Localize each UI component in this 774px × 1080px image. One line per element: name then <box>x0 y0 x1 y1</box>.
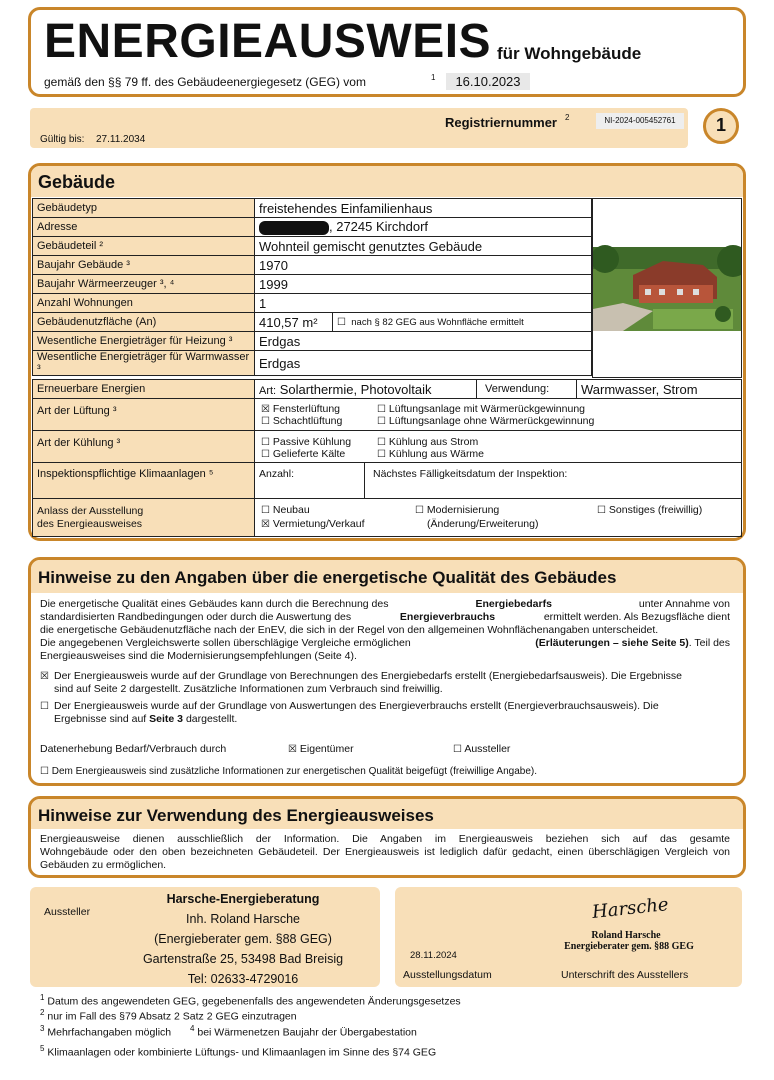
ventilation-opt3-checkbox[interactable]: ☐ <box>377 403 386 415</box>
footnote-1-text: Datum des angewendeten GEG, gegebenenfalls des angewendeten Änderungsgesetzes <box>47 995 461 1008</box>
hints-p1-a: Die energetische Qualität eines Gebäudes kann durch die Berechnung des <box>40 598 389 610</box>
systems-table <box>32 398 742 537</box>
row-label-dwellings: Anzahl Wohnungen <box>33 294 255 313</box>
signature-role: Energieberater gem. §88 GEG <box>564 941 694 952</box>
hints-p1-i: (Erläuterungen – siehe Seite 5) <box>535 637 689 649</box>
row-label-heater-year: Baujahr Wärmeerzeuger ³, ⁴ <box>33 275 255 294</box>
building-title-bar <box>31 166 743 197</box>
reason-sonst-label: Sonstiges (freiwillig) <box>608 503 703 516</box>
cooling-opt4-checkbox[interactable]: ☐ <box>377 448 386 460</box>
issue-date-label: Ausstellungsdatum <box>403 969 492 981</box>
issuer-role: (Energieberater gem. §88 GEG) <box>154 932 332 946</box>
cooling-opt1-checkbox[interactable]: ☐ <box>261 436 270 448</box>
ventilation-label: Art der Lüftung ³ <box>33 399 255 431</box>
address-cell <box>255 218 592 237</box>
cooling-opt4-label: Kühlung aus Wärme <box>388 447 485 460</box>
renewable-art-value: Solarthermie, Photovoltaik <box>279 381 432 397</box>
footnote-5-text: Klimaanlagen oder kombinierte Lüftungs- und Klimaanlagen im Sinne des §74 GEG <box>47 1046 437 1059</box>
signature-script: Harsche <box>591 894 670 923</box>
page-number: 1 <box>715 115 726 135</box>
cooling-opt2-checkbox[interactable]: ☐ <box>261 448 270 460</box>
building-photo-image <box>593 199 741 377</box>
usage-title: Hinweise zur Verwendung des Energieausweises <box>38 806 434 825</box>
ventilation-opt4-label: Lüftungsanlage ohne Wärmerückgewinnung <box>388 414 595 427</box>
ventilation-opt2[interactable] <box>261 415 342 428</box>
water-carrier-value: Erdgas <box>255 351 592 376</box>
cooling-opt3-label: Kühlung aus Strom <box>388 435 479 448</box>
data-opt-issuer[interactable] <box>453 743 510 755</box>
renewable-art-label: Art: <box>259 384 277 397</box>
cooling-opt2-label: Gelieferte Kälte <box>272 447 346 460</box>
reason-opt-sonstiges[interactable] <box>597 504 702 516</box>
area-note: nach § 82 GEG aus Wohnfläche ermittelt <box>351 316 524 328</box>
row-label-address: Adresse <box>33 218 255 237</box>
reason-options <box>255 499 742 537</box>
hints-p1-h: Die angegebenen Vergleichswerte sollen überschlägige Vergleiche ermöglichen <box>40 637 411 649</box>
dwellings-value: 1 <box>255 294 592 313</box>
footnote-4: $^4$ bei Wärmenetzen Baujahr der Übergabestation <box>190 1024 417 1039</box>
ventilation-options <box>255 399 742 431</box>
cooling-opt1-label: Passive Kühlung <box>272 435 352 448</box>
reason-mod-label: Modernisierung <box>426 503 500 516</box>
address-redaction <box>259 221 329 235</box>
usage-line1: Energieausweise dienen ausschließlich der Information. Die Angaben im Energieausweis beziehen sich auf das gesamte <box>40 833 730 845</box>
reason-neubau-checkbox[interactable]: ☐ <box>261 504 270 516</box>
ventilation-opt4[interactable] <box>377 415 594 428</box>
footnote-3-text: Mehrfachangaben möglich <box>47 1026 172 1039</box>
hints-p1-j: . Teil des <box>688 637 730 649</box>
extra-info-checkbox[interactable]: ☐ <box>40 766 49 777</box>
cooling-opt3-checkbox[interactable]: ☐ <box>377 436 386 448</box>
usable-area-value: 410,57 m² <box>255 313 333 332</box>
issuer-owner: Inh. Roland Harsche <box>186 912 300 926</box>
document-title: ENERGIEAUSWEIS <box>44 15 492 68</box>
row-label-heating-carrier: Wesentliche Energieträger für Heizung ³ <box>33 332 255 351</box>
row-label-construction-year: Baujahr Gebäude ³ <box>33 256 255 275</box>
reason-vermietung-label: Vermietung/Verkauf <box>272 517 365 530</box>
footnote-3: $^3$ Mehrfachangaben möglich <box>40 1024 172 1039</box>
footnote-2: $^2$ nur im Fall des §79 Absatz 2 Satz 2 GEG einzutragen <box>40 1008 297 1023</box>
data-collection-label: Datenerhebung Bedarf/Verbrauch durch <box>40 743 227 755</box>
hints-p1-g: die energetische Gebäudenutzfläche nach der EnEV, die sich in der Regel von den allgemeinen Wohnflächenangaben unterscheidet. <box>40 624 659 636</box>
hints-p1-b: Energiebedarfs <box>475 598 552 610</box>
reason-label-line1: Anlass der Ausstellung <box>37 504 144 517</box>
footnote-5: $^5$ Klimaanlagen oder kombinierte Lüftungs- und Klimaanlagen im Sinne des §74 GEG <box>40 1044 437 1059</box>
extra-info[interactable] <box>40 766 537 777</box>
footnote-1: $^1$ Datum des angewendeten GEG, gegebenenfalls des angewendeten Änderungsgesetzes <box>40 993 461 1008</box>
document-subtitle: für Wohngebäude <box>497 44 642 63</box>
reason-neubau-label: Neubau <box>272 503 310 516</box>
bullet2-checkbox[interactable]: ☐ <box>40 701 49 712</box>
row-label-water-carrier: Wesentliche Energieträger für Warmwasser ³ <box>33 351 255 376</box>
data-opt-owner[interactable] <box>288 743 354 755</box>
valid-date: 27.11.2034 <box>96 134 146 145</box>
ventilation-opt4-checkbox[interactable]: ☐ <box>377 415 386 427</box>
issuer-label: Aussteller <box>44 906 91 918</box>
law-date: 16.10.2023 <box>446 73 530 90</box>
bullet2-line1: Der Energieausweis wurde auf der Grundlage von Auswertungen des Energieverbrauchs erstellt (Energieverbrauchsausweis). Die <box>54 700 659 712</box>
cooling-options <box>255 431 742 463</box>
issuer-checkbox[interactable]: ☐ <box>453 744 462 755</box>
hints-p1-c: unter Annahme von <box>638 598 730 610</box>
issuer-address: Gartenstraße 25, 53498 Bad Breisig <box>142 952 344 966</box>
ventilation-opt1-label: Fensterlüftung <box>272 402 341 415</box>
aircon-label: Inspektionspflichtige Klimaanlagen ⁵ <box>33 463 255 499</box>
registration-footnote: 2 <box>565 113 570 122</box>
heater-year-value: 1999 <box>255 275 592 294</box>
aircon-next-label: Nächstes Fälligkeitsdatum der Inspektion: <box>365 463 742 499</box>
law-footnote: 1 <box>431 73 436 82</box>
renewable-use-label: Verwendung: <box>477 380 577 399</box>
law-line: gemäß den §§ 79 ff. des Gebäudeenergiegesetz (GEG) vom <box>44 75 366 89</box>
address-value: , 27245 Kirchdorf <box>329 219 429 235</box>
reason-vermietung-checkbox[interactable]: ☒ <box>261 518 270 530</box>
renewable-table <box>32 379 742 399</box>
hints-p-line4 <box>40 637 730 650</box>
hints-p-line1 <box>40 598 730 611</box>
building-photo <box>592 198 742 378</box>
area-note-checkbox[interactable]: ☐ <box>337 316 346 328</box>
bullet2-line2b: Seite 3 <box>149 713 184 725</box>
bullet2-line2a: Ergebnisse sind auf <box>54 713 147 725</box>
renewable-label: Erneuerbare Energien <box>33 380 255 399</box>
reason-mod-sub: (Änderung/Erweiterung) <box>427 517 539 530</box>
bullet1-line2: sind auf Seite 2 dargestellt. Zusätzliche Informationen zum Verbrauch sind freiwillig. <box>54 683 443 695</box>
cooling-opt4[interactable] <box>377 448 484 461</box>
cooling-label: Art der Kühlung ³ <box>33 431 255 463</box>
hints-paragraph <box>40 598 730 663</box>
issuer-opt-label: Aussteller <box>464 743 511 755</box>
signature-name: Roland Harsche <box>591 930 661 941</box>
reason-opt-neubau[interactable] <box>261 504 310 516</box>
ventilation-opt2-checkbox[interactable]: ☐ <box>261 415 270 427</box>
bullet1-checkbox[interactable]: ☒ <box>40 671 49 682</box>
ventilation-opt2-label: Schachtlüftung <box>272 414 343 427</box>
hints-p-line2 <box>40 611 730 624</box>
row-label-building-type: Gebäudetyp <box>33 199 255 218</box>
reason-mod-checkbox[interactable]: ☐ <box>415 504 424 516</box>
renewable-art-cell <box>255 380 477 399</box>
hints-p1-k: Energieausweises sind die Modernisierungsempfehlungen (Seite 4). <box>40 650 357 662</box>
row-label-usable-area: Gebäudenutzfläche (An) <box>33 313 255 332</box>
aircon-count-label: Anzahl: <box>255 463 365 499</box>
footnote-2-text: nur im Fall des §79 Absatz 2 Satz 2 GEG einzutragen <box>47 1010 297 1023</box>
footnote-4-text: bei Wärmenetzen Baujahr der Übergabestation <box>197 1026 417 1039</box>
building-part-value: Wohnteil gemischt genutztes Gebäude <box>255 237 592 256</box>
issuer-phone: Tel: 02633-4729016 <box>187 972 299 986</box>
construction-year-value: 1970 <box>255 256 592 275</box>
bullet2-line2c: dargestellt. <box>185 713 238 725</box>
issue-date: 28.11.2024 <box>410 950 457 961</box>
reason-sonst-checkbox[interactable]: ☐ <box>597 504 606 516</box>
registration-number: NI-2024-005452761 <box>596 113 684 129</box>
building-type-value: freistehendes Einfamilienhaus <box>255 199 592 218</box>
reason-label-line2: des Energieausweises <box>37 517 143 530</box>
usage-text <box>40 833 730 872</box>
hints-p1-e: Energieverbrauchs <box>399 611 496 623</box>
area-note-cell <box>333 313 592 332</box>
hints-p1-d: standardisierten Randbedingungen oder durch die Auswertung des <box>40 611 352 623</box>
renewable-use-value: Warmwasser, Strom <box>577 380 742 399</box>
hints-bullet-2 <box>40 700 730 726</box>
hints-bullet-1 <box>40 670 730 696</box>
valid-label: Gültig bis: <box>40 134 85 145</box>
heating-carrier-value: Erdgas <box>255 332 592 351</box>
ventilation-opt3-label: Lüftungsanlage mit Wärmerückgewinnung <box>388 402 585 415</box>
reason-opt-vermietung[interactable] <box>261 518 365 530</box>
usage-line2: Wohngebäude oder den oben bezeichneten Gebäudeteil. Der Energieausweis ist lediglich dafür gedacht, einen überschlägigen Vergleich von <box>40 846 730 858</box>
owner-label: Eigentümer <box>299 743 354 755</box>
hints-p1-f: ermittelt werden. Als Bezugsfläche dient <box>543 611 730 623</box>
signature-label: Unterschrift des Ausstellers <box>561 969 689 981</box>
bullet1-line1: Der Energieausweis wurde auf der Grundlage von Berechnungen des Energiebedarfs erstellt (Energiebedarfsausweis). Die Ergebnisse <box>54 670 683 682</box>
usage-line3: Gebäuden zu ermöglichen. <box>40 859 167 871</box>
row-label-building-part: Gebäudeteil ² <box>33 237 255 256</box>
reason-label <box>33 499 255 537</box>
owner-checkbox[interactable]: ☒ <box>288 744 297 755</box>
ventilation-opt1-checkbox[interactable]: ☒ <box>261 403 270 415</box>
reason-opt-modernisierung[interactable] <box>415 504 499 516</box>
registration-label: Registriernummer <box>445 115 557 130</box>
issuer-name: Harsche-Energieberatung <box>166 892 320 906</box>
building-table <box>32 198 592 376</box>
hints-title: Hinweise zu den Angaben über die energetische Qualität des Gebäudes <box>38 568 617 587</box>
building-title: Gebäude <box>38 172 116 192</box>
extra-info-label: Dem Energieausweis sind zusätzliche Informationen zur energetischen Qualität beigefügt (freiwillige Angabe). <box>51 766 538 777</box>
cooling-opt2[interactable] <box>261 448 345 461</box>
